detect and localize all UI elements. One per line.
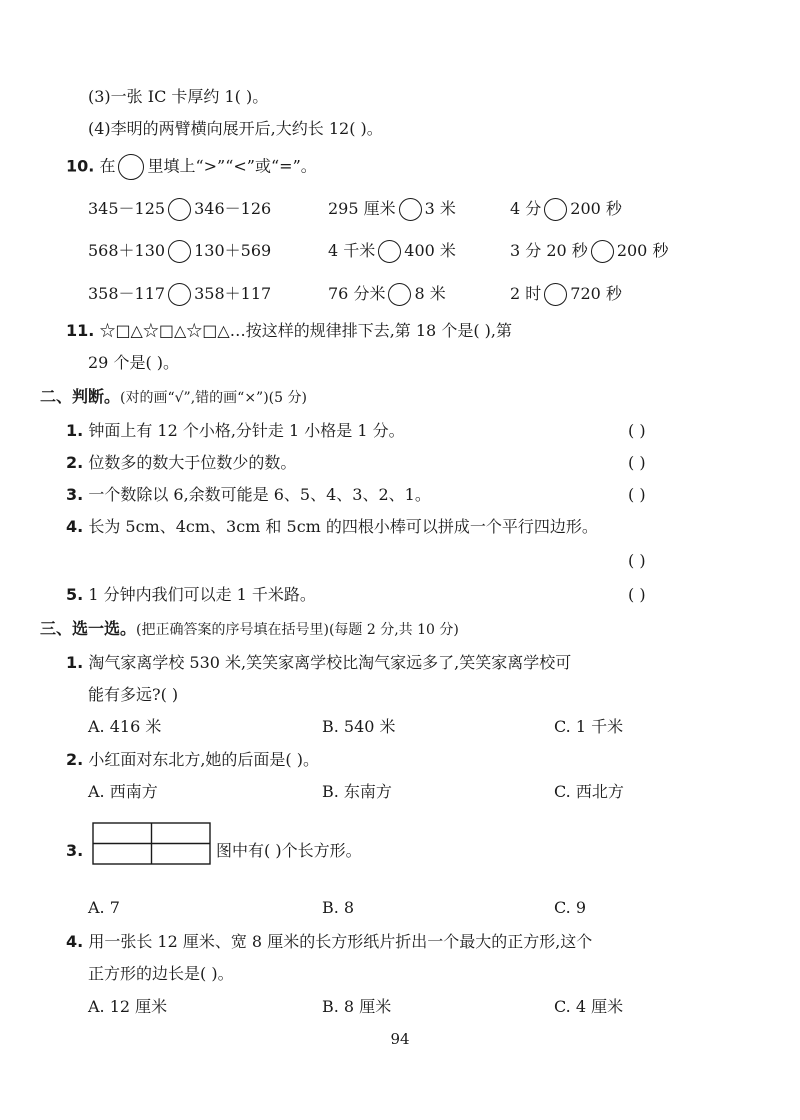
- compare-left: 76 分米: [328, 284, 386, 303]
- compare-cell: [328, 283, 446, 306]
- section2-header: [40, 386, 307, 409]
- compare-left: 2 时: [510, 284, 542, 303]
- compare-right: 8 米: [414, 284, 446, 303]
- item-number: 1.: [66, 653, 84, 672]
- option-b[interactable]: B. 8: [322, 898, 355, 917]
- item-number: 4.: [66, 517, 84, 536]
- compare-right: 358＋117: [194, 284, 272, 303]
- judge-item: [66, 420, 405, 442]
- compare-left: 295 厘米: [328, 199, 396, 218]
- judge-blank[interactable]: ( ): [628, 585, 646, 604]
- judge-item: [66, 484, 431, 506]
- mc-q2: [66, 749, 319, 771]
- compare-cell: [88, 283, 271, 306]
- answer-circle[interactable]: [399, 198, 422, 221]
- compare-left: 345－125: [88, 199, 166, 218]
- q10-prompt: [66, 154, 317, 180]
- section3-heading: 三、选一选。: [40, 619, 137, 638]
- mc-q1-line2: 能有多远?( ): [88, 685, 179, 704]
- judge-blank[interactable]: ( ): [628, 453, 646, 472]
- question-text: 淘气家离学校 530 米,笑笑家离学校比淘气家远多了,笑笑家离学校可: [88, 653, 572, 672]
- item-text: 一个数除以 6,余数可能是 6、5、4、3、2、1。: [88, 485, 431, 504]
- q10-number: 10.: [66, 156, 95, 176]
- question-text: 用一张长 12 厘米、宽 8 厘米的长方形纸片折出一个最大的正方形,这个: [88, 932, 593, 951]
- mc-q1-line1: [66, 652, 571, 674]
- answer-circle[interactable]: [168, 283, 191, 306]
- item-number: 5.: [66, 585, 84, 604]
- option-a[interactable]: A. 西南方: [88, 782, 158, 801]
- option-c[interactable]: C. 西北方: [554, 782, 624, 801]
- item-text: 位数多的数大于位数少的数。: [88, 453, 297, 472]
- answer-circle[interactable]: [388, 283, 411, 306]
- mc-q4-line2: 正方形的边长是( )。: [88, 964, 234, 983]
- item-number: 1.: [66, 421, 84, 440]
- compare-left: 4 千米: [328, 241, 376, 260]
- mc-q3-text: 图中有( )个长方形。: [216, 841, 362, 860]
- compare-right: 3 米: [424, 199, 456, 218]
- question-text: 小红面对东北方,她的后面是( )。: [88, 750, 319, 769]
- compare-left: 358－117: [88, 284, 166, 303]
- q9-sub3: (3)一张 IC 卡厚约 1( )。: [88, 87, 269, 106]
- compare-right: 200 秒: [616, 241, 669, 260]
- q10-prompt-b: 里填上“>”“<”或“=”。: [147, 156, 317, 176]
- compare-cell: [328, 198, 456, 221]
- rectangle-figure: [92, 822, 212, 866]
- section3-note: (把正确答案的序号填在括号里)(每题 2 分,共 10 分): [136, 622, 459, 638]
- judge-blank[interactable]: ( ): [628, 421, 646, 440]
- section2-note: (对的画“√”,错的画“×”)(5 分): [120, 390, 307, 406]
- option-b[interactable]: B. 8 厘米: [322, 997, 392, 1016]
- option-c[interactable]: C. 9: [554, 898, 587, 917]
- item-number: 2.: [66, 453, 84, 472]
- compare-cell: [510, 283, 622, 306]
- item-number: 3.: [66, 841, 84, 860]
- compare-right: 346－126: [194, 199, 272, 218]
- compare-cell: [510, 240, 668, 263]
- compare-left: 568＋130: [88, 241, 166, 260]
- section3-header: [40, 618, 459, 641]
- q11-line2: 29 个是( )。: [88, 353, 180, 372]
- mc-q4-line1: [66, 931, 592, 953]
- item-number: 3.: [66, 485, 84, 504]
- q10-prompt-a: 在: [99, 156, 116, 176]
- option-a[interactable]: A. 12 厘米: [88, 997, 168, 1016]
- item-text: 长为 5cm、4cm、3cm 和 5cm 的四根小棒可以拼成一个平行四边形。: [88, 517, 598, 536]
- judge-blank[interactable]: ( ): [628, 485, 646, 504]
- compare-cell: [88, 240, 271, 263]
- compare-cell: [88, 198, 271, 221]
- answer-circle[interactable]: [168, 240, 191, 263]
- compare-cell: [510, 198, 622, 221]
- compare-circle-icon: [118, 154, 144, 180]
- page-number: 94: [390, 1030, 410, 1048]
- answer-circle[interactable]: [544, 198, 567, 221]
- compare-right: 720 秒: [570, 284, 622, 303]
- q9-sub4: (4)李明的两臂横向展开后,大约长 12( )。: [88, 119, 383, 138]
- judge-item: [66, 584, 316, 606]
- option-a[interactable]: A. 7: [88, 898, 120, 917]
- item-number: 4.: [66, 932, 84, 951]
- q11-text1: ☆□△☆□△☆□△…按这样的规律排下去,第 18 个是( ),第: [99, 321, 512, 340]
- section2-heading: 二、判断。: [40, 387, 121, 406]
- judge-blank[interactable]: ( ): [628, 551, 646, 570]
- compare-left: 4 分: [510, 199, 542, 218]
- answer-circle[interactable]: [544, 283, 567, 306]
- compare-right: 400 米: [404, 241, 456, 260]
- option-b[interactable]: B. 东南方: [322, 782, 392, 801]
- compare-right: 130＋569: [194, 241, 272, 260]
- item-text: 1 分钟内我们可以走 1 千米路。: [88, 585, 316, 604]
- judge-item: [66, 452, 296, 474]
- answer-circle[interactable]: [591, 240, 614, 263]
- q11-line1: [66, 320, 512, 342]
- compare-right: 200 秒: [570, 199, 622, 218]
- item-text: 钟面上有 12 个小格,分针走 1 小格是 1 分。: [88, 421, 405, 440]
- compare-cell: [328, 240, 456, 263]
- answer-circle[interactable]: [168, 198, 191, 221]
- option-b[interactable]: B. 540 米: [322, 717, 396, 736]
- option-c[interactable]: C. 1 千米: [554, 717, 624, 736]
- judge-item: [66, 516, 598, 538]
- item-number: 2.: [66, 750, 84, 769]
- option-c[interactable]: C. 4 厘米: [554, 997, 624, 1016]
- mc-q3-number: [66, 840, 83, 862]
- option-a[interactable]: A. 416 米: [88, 717, 162, 736]
- compare-left: 3 分 20 秒: [510, 241, 588, 260]
- answer-circle[interactable]: [378, 240, 401, 263]
- q11-number: 11.: [66, 321, 95, 340]
